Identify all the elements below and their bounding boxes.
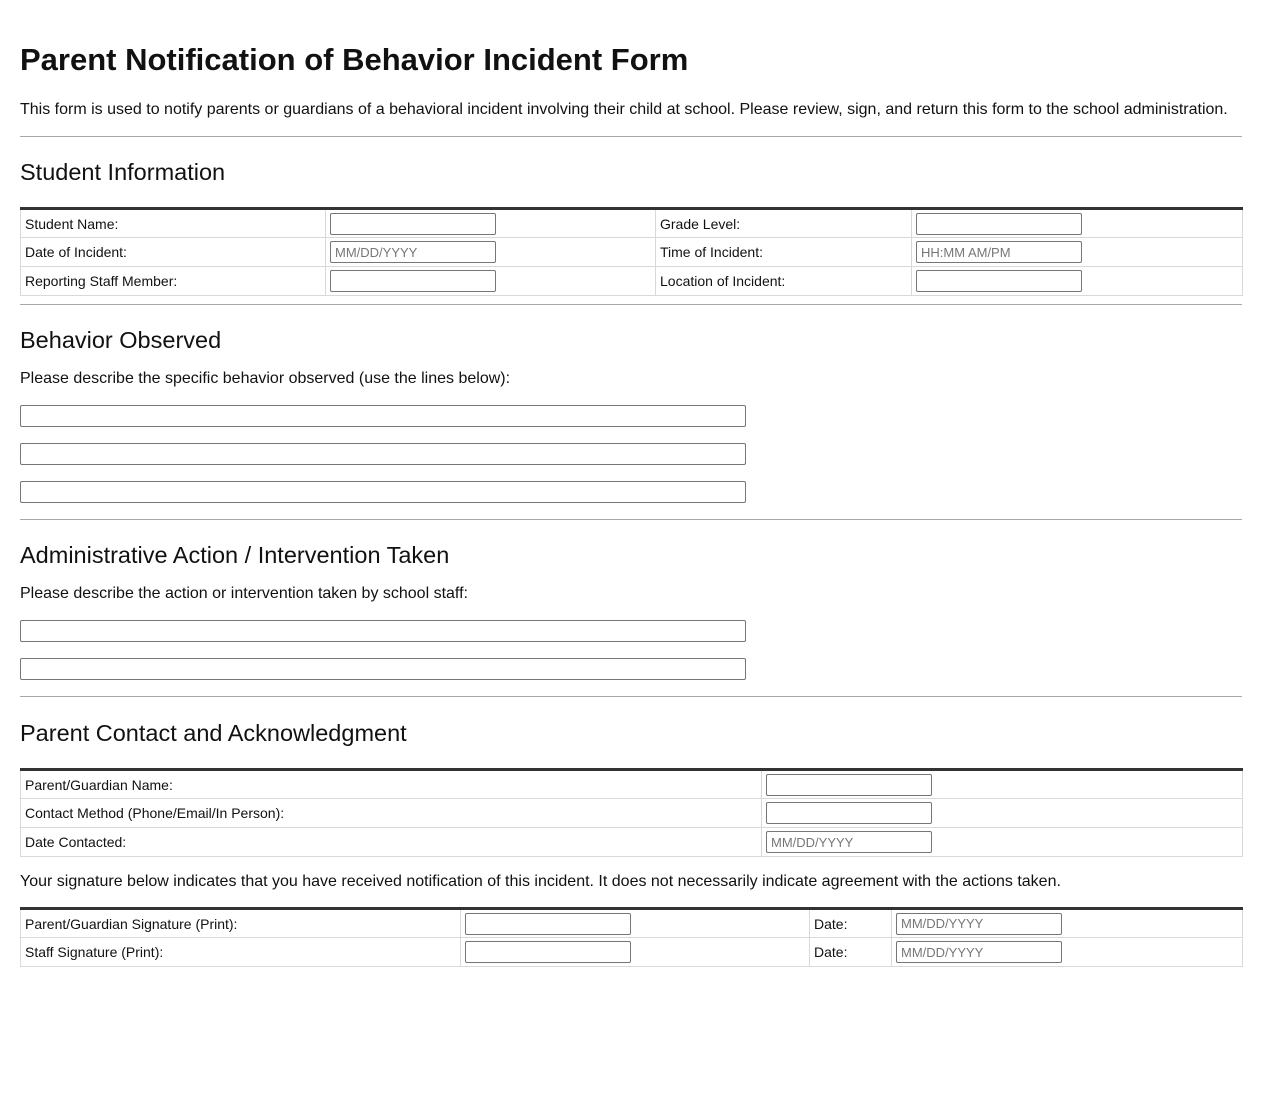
student-name-input[interactable] [330, 213, 496, 235]
behavior-prompt: Please describe the specific behavior observed (use the lines below): [20, 370, 511, 387]
parent-contact-heading: Parent Contact and Acknowledgment [20, 720, 407, 746]
parent-signature-input[interactable] [465, 913, 631, 935]
location-input[interactable] [916, 270, 1082, 292]
behavior-heading: Behavior Observed [20, 327, 222, 353]
location-label: Location of Incident: [656, 267, 912, 296]
location-cell [912, 267, 1243, 296]
contact-method-input[interactable] [766, 802, 932, 824]
staff-date-input[interactable] [896, 941, 1062, 963]
date-contacted-label: Date Contacted: [21, 828, 762, 857]
behavior-line-1[interactable] [20, 405, 746, 427]
signature-table [20, 907, 1243, 967]
reporting-staff-cell [326, 267, 656, 296]
table-row [21, 238, 1243, 267]
action-prompt: Please describe the action or intervention taken by school staff: [20, 585, 468, 602]
student-name-cell [326, 209, 656, 238]
parent-name-label: Parent/Guardian Name: [21, 770, 762, 799]
divider [20, 519, 1242, 520]
contact-method-cell [762, 799, 1243, 828]
student-name-label: Student Name: [21, 209, 326, 238]
time-of-incident-cell [912, 238, 1243, 267]
grade-level-label: Grade Level: [656, 209, 912, 238]
table-row [21, 909, 1243, 938]
table-row [21, 938, 1243, 967]
student-info-heading: Student Information [20, 159, 226, 185]
divider [20, 136, 1242, 137]
behavior-line-3[interactable] [20, 481, 746, 503]
parent-name-input[interactable] [766, 774, 932, 796]
reporting-staff-input[interactable] [330, 270, 496, 292]
date-contacted-cell [762, 828, 1243, 857]
staff-signature-input[interactable] [465, 941, 631, 963]
action-heading: Administrative Action / Intervention Taken [20, 542, 450, 568]
parent-date-cell [892, 909, 1243, 938]
contact-method-label: Contact Method (Phone/Email/In Person): [21, 799, 762, 828]
parent-date-label: Date: [810, 909, 892, 938]
staff-date-cell [892, 938, 1243, 967]
date-of-incident-label: Date of Incident: [21, 238, 326, 267]
form-title: Parent Notification of Behavior Incident Form [20, 42, 689, 77]
time-of-incident-input[interactable] [916, 241, 1082, 263]
table-row [21, 209, 1243, 238]
date-of-incident-cell [326, 238, 656, 267]
time-of-incident-label: Time of Incident: [656, 238, 912, 267]
table-row [21, 828, 1243, 857]
parent-contact-table [20, 768, 1243, 857]
staff-signature-label: Staff Signature (Print): [21, 938, 461, 967]
signature-note: Your signature below indicates that you have received notification of this incident. It does not necessarily indicate agreement with the actions taken. [20, 873, 1061, 890]
grade-level-cell [912, 209, 1243, 238]
reporting-staff-label: Reporting Staff Member: [21, 267, 326, 296]
date-contacted-input[interactable] [766, 831, 932, 853]
parent-name-cell [762, 770, 1243, 799]
divider [20, 696, 1242, 697]
table-row [21, 799, 1243, 828]
parent-date-input[interactable] [896, 913, 1062, 935]
parent-signature-label: Parent/Guardian Signature (Print): [21, 909, 461, 938]
staff-signature-cell [461, 938, 810, 967]
action-line-1[interactable] [20, 620, 746, 642]
table-row [21, 267, 1243, 296]
student-info-table [20, 207, 1243, 296]
grade-level-input[interactable] [916, 213, 1082, 235]
date-of-incident-input[interactable] [330, 241, 496, 263]
action-line-2[interactable] [20, 658, 746, 680]
staff-date-label: Date: [810, 938, 892, 967]
table-row [21, 770, 1243, 799]
parent-signature-cell [461, 909, 810, 938]
form-intro: This form is used to notify parents or guardians of a behavioral incident involving their child at school. Please review, sign, and return this form to the school administration. [20, 101, 1228, 118]
divider [20, 304, 1242, 305]
behavior-line-2[interactable] [20, 443, 746, 465]
